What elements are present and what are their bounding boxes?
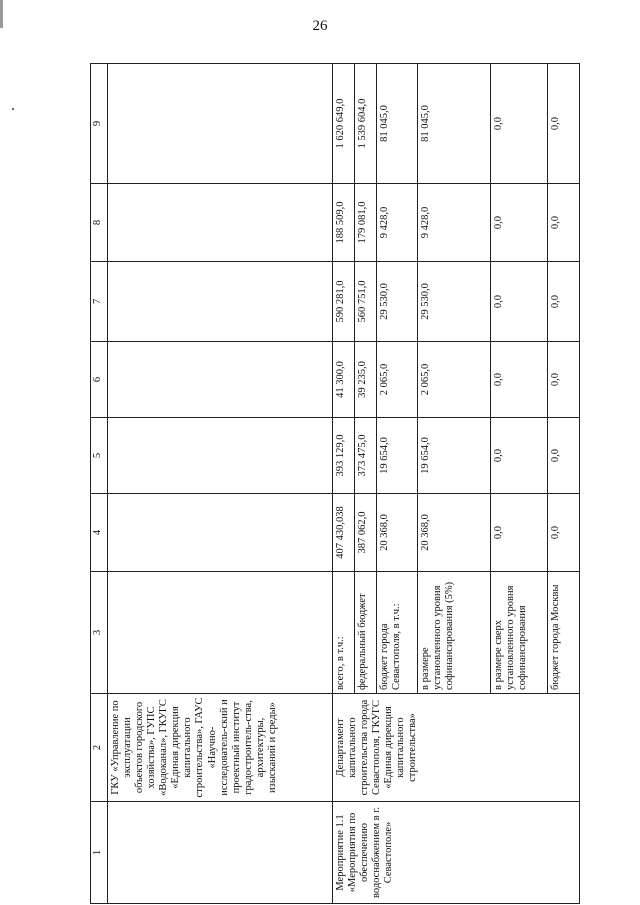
funding-source-label: федеральный бюджет [355,572,377,694]
value-cell: 39 235,0 [355,342,377,418]
value-cell: 29 530,0 [417,262,490,342]
value-cell: 41 300,0 [332,342,354,418]
value-cell: 393 129,0 [332,418,354,494]
rotated-table-container [90,64,580,904]
value-cell: 81 045,0 [377,64,418,184]
value-cell: 0,0 [547,64,579,184]
financing-table [90,63,580,904]
table-row [332,64,354,904]
value-cell: 19 654,0 [377,418,418,494]
value-cell: 407 430,038 [332,494,354,572]
value-cell: 0,0 [490,342,547,418]
value-cell: 0,0 [547,184,579,262]
measure-name-cell: Мероприятие 1.1 «Мероприятия по обеспечению водоснабжением в г. Севастополе» [332,802,579,904]
scan-dot [12,108,14,110]
funding-source-label: бюджет города Севастополя, в т.ч.: [377,572,418,694]
value-cell: 9 428,0 [377,184,418,262]
value-cell: 0,0 [547,418,579,494]
landscape-table-frame [90,64,580,904]
continuation-row [108,64,333,904]
value-cell: 19 654,0 [417,418,490,494]
value-cell: 560 751,0 [355,262,377,342]
funding-source-label: в размере установленного уровня софинансирования (5%) [417,572,490,694]
table-cell [108,572,333,694]
value-cell: 0,0 [490,184,547,262]
table-cell [108,494,333,572]
value-cell: 9 428,0 [417,184,490,262]
value-cell: 387 062,0 [355,494,377,572]
value-cell: 188 509,0 [332,184,354,262]
table-cell [108,64,333,184]
value-cell: 1 539 604,0 [355,64,377,184]
funding-source-label: в размере сверх установленного уровня софинансирования [490,572,547,694]
column-number: 7 [91,262,108,342]
value-cell: 179 081,0 [355,184,377,262]
value-cell: 0,0 [490,262,547,342]
column-number: 1 [91,802,108,904]
value-cell: 29 530,0 [377,262,418,342]
column-number: 9 [91,64,108,184]
funding-source-label: всего, в т.ч.: [332,572,354,694]
column-number: 6 [91,342,108,418]
value-cell: 2 065,0 [417,342,490,418]
executors-continued-cell: ГКУ «Управление по эксплуатации объектов городского хозяйства», ГУПС «Водоканал», ГКУГС «Единая дирекция капитального строительства», ГАУС «Научно-исследователь-ский и проектный институт градостроитель-ства, архитектуры, изысканий и среды» [108,694,333,802]
funding-source-label: бюджет города Москвы [547,572,579,694]
table-cell [108,184,333,262]
table-cell [108,802,333,904]
column-number: 5 [91,418,108,494]
column-number: 8 [91,184,108,262]
value-cell: 0,0 [490,494,547,572]
value-cell: 0,0 [547,342,579,418]
column-number-row [91,64,108,904]
value-cell: 0,0 [490,64,547,184]
value-cell: 590 281,0 [332,262,354,342]
table-cell [108,342,333,418]
value-cell: 0,0 [547,262,579,342]
measure-executor-cell: Департамент капитального строительства города Севастополя, ГКУГС «Единая дирекция капитального строительства» [332,694,579,802]
value-cell: 2 065,0 [377,342,418,418]
value-cell: 1 620 649,0 [332,64,354,184]
value-cell: 0,0 [547,494,579,572]
value-cell: 373 475,0 [355,418,377,494]
value-cell: 81 045,0 [417,64,490,184]
column-number: 4 [91,494,108,572]
column-number: 3 [91,572,108,694]
page-number: 26 [312,18,328,34]
value-cell: 0,0 [490,418,547,494]
value-cell: 20 368,0 [377,494,418,572]
table-cell [108,418,333,494]
column-number: 2 [91,694,108,802]
table-cell [108,262,333,342]
value-cell: 20 368,0 [417,494,490,572]
